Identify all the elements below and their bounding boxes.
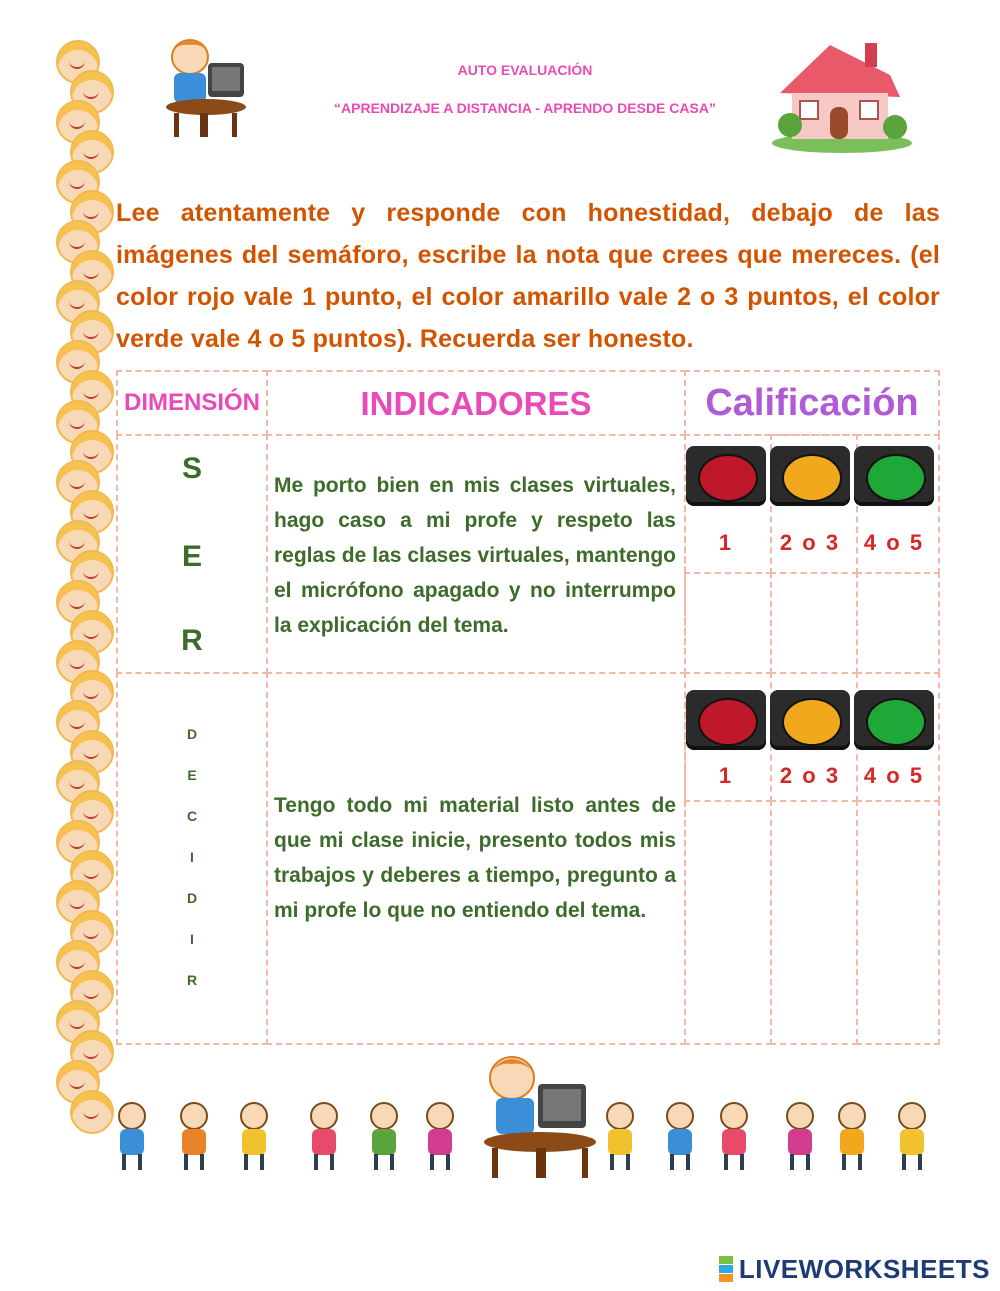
child-figure-icon	[890, 1102, 934, 1172]
row2-answer-green[interactable]	[856, 800, 940, 1045]
score-label: 2 o 3	[779, 763, 841, 788]
house-illustration	[770, 35, 915, 155]
header-cell-dimension	[116, 370, 268, 436]
row1-indicator-text: Me porto bien en mis clases virtuales, hago caso a mi profe y respeto las reglas de las clases virtuales, mantengo el micrófono apagado y no interrumpo la explicación del tema.	[274, 474, 676, 637]
logo-mark-icon	[719, 1256, 733, 1282]
dimension-letter: I	[190, 849, 194, 865]
liveworksheets-logo	[719, 1252, 990, 1286]
row1-answer-green[interactable]	[856, 572, 940, 674]
header-indicators: INDICADORES	[360, 385, 592, 422]
instructions-text: Lee atentamente y responde con honestidad, debajo de las imágenes del semáforo, escribe la nota que crees que mereces. (el color rojo vale 1 punto, el color amarillo vale 2 o 3 puntos, el color verde vale 4 o 5 puntos). Recuerda ser honesto.	[116, 199, 940, 353]
score-label: 1	[718, 530, 734, 555]
score-label: 2 o 3	[779, 530, 841, 555]
green-light	[866, 454, 926, 502]
green-light	[866, 698, 926, 746]
child-figure-icon	[302, 1102, 346, 1172]
child-figure-icon	[362, 1102, 406, 1172]
traffic-light-red	[686, 690, 766, 750]
traffic-light-green	[854, 446, 934, 506]
header-dimension: DIMENSIÓN	[123, 389, 260, 416]
score-label: 4 o 5	[863, 530, 925, 555]
child-face-icon	[70, 1090, 114, 1134]
traffic-light-yellow	[770, 690, 850, 750]
child-figure-icon	[232, 1102, 276, 1172]
score-label: 4 o 5	[863, 763, 925, 788]
traffic-light-green	[854, 690, 934, 750]
logo-text: LIVEWORKSHEETS	[738, 1253, 990, 1284]
dimension-letter: R	[181, 624, 203, 657]
child-figure-icon	[598, 1102, 642, 1172]
red-light	[698, 454, 758, 502]
score-label: 1	[718, 763, 734, 788]
dimension-letter: E	[187, 767, 197, 783]
row2-indicator-text: Tengo todo mi material listo antes de que mi clase inicie, presento todos mis trabajos y deberes a tiempo, pregunto a mi profe lo que no entiendo del tema.	[274, 794, 676, 922]
dimension-letter: D	[186, 890, 198, 906]
dimension-letter: I	[190, 931, 194, 947]
kid-computer-icon	[480, 1050, 610, 1180]
traffic-light-yellow	[770, 446, 850, 506]
row2-answer-red[interactable]	[684, 800, 772, 1045]
dimension-letter: R	[186, 972, 198, 988]
dimension-letter: S	[181, 452, 202, 485]
child-figure-icon	[778, 1102, 822, 1172]
child-figure-icon	[658, 1102, 702, 1172]
dimension-letter: E	[181, 540, 202, 573]
child-figure-icon	[830, 1102, 874, 1172]
child-figure-icon	[110, 1102, 154, 1172]
worksheet-subtitle: “APRENDIZAJE A DISTANCIA - APRENDO DESDE CASA”	[334, 100, 716, 116]
worksheet-title: AUTO EVALUACIÓN	[457, 62, 593, 78]
header-cell-grade	[684, 370, 940, 436]
row1-answer-yellow[interactable]	[770, 572, 858, 674]
child-figure-icon	[712, 1102, 756, 1172]
row2-dimension-cell	[116, 672, 268, 1045]
evaluation-table	[116, 370, 940, 1045]
row1-dimension-cell	[116, 434, 268, 674]
traffic-light-red	[686, 446, 766, 506]
row2-answer-yellow[interactable]	[770, 800, 858, 1045]
bottom-kids-illustration	[110, 1050, 950, 1180]
child-figure-icon	[418, 1102, 462, 1172]
kid-computer-illustration	[160, 35, 252, 140]
header-cell-indicators	[266, 370, 686, 436]
row1-answer-red[interactable]	[684, 572, 772, 674]
yellow-light	[782, 698, 842, 746]
header-grade: Calificación	[705, 382, 919, 424]
yellow-light	[782, 454, 842, 502]
dimension-letter: C	[186, 808, 198, 824]
child-figure-icon	[172, 1102, 216, 1172]
dimension-letter: D	[186, 726, 198, 742]
red-light	[698, 698, 758, 746]
